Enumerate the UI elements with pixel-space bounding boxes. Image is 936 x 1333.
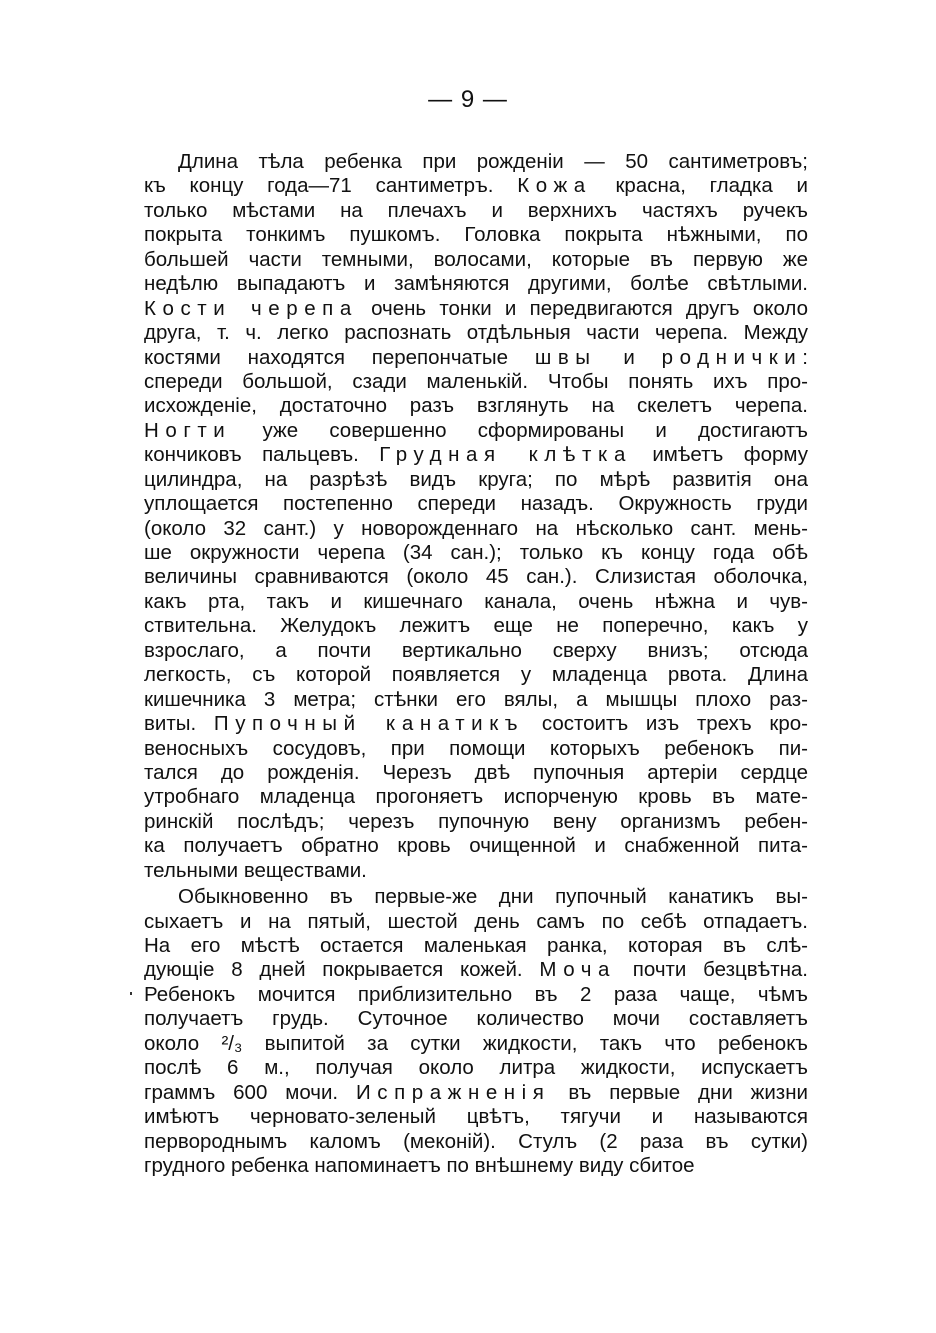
text-line: имѣютъ черновато-зеленый цвѣтъ, тягучи и называются: [144, 1105, 808, 1129]
emphasized-term: Моча: [539, 958, 616, 982]
text-line: первороднымъ каломъ (меконій). Стулъ (2 раза въ сутки): [144, 1129, 808, 1153]
text-line: дующіе 8 дней покрывается кожей. Моча почти безцвѣтна.: [144, 958, 809, 982]
text-line: недѣлю выпадаютъ и замѣняются другими, болѣе свѣтлыми.: [144, 272, 808, 296]
text-line: Ребенокъ мочится приблизительно въ 2 раза чаще, чѣмъ: [144, 982, 808, 1006]
text-line: покрыта тонкимъ пушкомъ. Головка покрыта нѣжными, по: [144, 223, 808, 247]
emphasized-term: Испражненія: [355, 1080, 551, 1104]
body-text: [144, 150, 808, 1178]
text-line: спереди большой, сзади маленькій. Чтобы понять ихъ про-: [144, 369, 808, 393]
text-line: ка получаетъ обратно кровь очищенной и снабженной пита-: [144, 834, 808, 858]
text-line: исхожденіе, достаточно разъ взглянуть на скелетъ черепа.: [144, 394, 808, 418]
text-line: уплощается постепенно спереди назадъ. Окружность груди: [144, 492, 808, 516]
text-line: къ концу года—71 сантиметръ. Кожа красна, гладка и: [144, 174, 808, 198]
text-line: Ногти уже совершенно сформированы и достигаютъ: [144, 418, 808, 442]
text-line: кончиковъ пальцевъ. Грудная клѣтка имѣетъ форму: [144, 443, 808, 467]
text-line: (около 32 сант.) у новорожденнаго на нѣсколько сант. мень-: [144, 516, 808, 540]
text-line: ринскій послѣдъ; черезъ пупочную вену организмъ ребен-: [144, 809, 808, 833]
text-line: Кости черепа очень тонки и передвигаются другъ около: [144, 296, 809, 320]
emphasized-term: роднички: [661, 345, 803, 369]
text-line: веносныхъ сосудовъ, при помощи которыхъ ребенокъ пи-: [144, 736, 808, 760]
text-line: ствительна. Желудокъ лежитъ еще не поперечно, какъ у: [144, 614, 808, 638]
text-line: ше окружности черепа (34 сан.); только къ концу года обѣ: [144, 541, 808, 564]
text-line: граммъ 600 мочи. Испражненія въ первые дни жизни: [144, 1080, 808, 1104]
print-speck: [130, 992, 132, 995]
paragraph: [144, 150, 808, 883]
text-line: утробнаго младенца прогоняетъ испорченую кровь въ мате-: [144, 785, 808, 809]
text-line: цилиндра, на разрѣзѣ видъ круга; по мѣрѣ развитія она: [144, 467, 808, 491]
text-line: какъ рта, такъ и кишечнаго канала, очень нѣжна и чув-: [144, 589, 808, 613]
text-line: костями находятся перепончатые швы и роднички:: [144, 345, 808, 369]
emphasized-term: Пупочный канатикъ: [213, 712, 525, 736]
page-number: — 9 —: [428, 86, 508, 113]
text-line: кишечника 3 метра; стѣнки его вялы, а мышцы плохо раз-: [144, 687, 808, 711]
paragraph: [144, 885, 808, 1178]
text-line: грудного ребенка напоминаетъ по внѣшнему виду сбитое: [144, 1153, 695, 1177]
text-line: тался до рожденія. Черезъ двѣ пупочныя артеріи сердце: [144, 760, 808, 784]
text-line: легкость, съ которой появляется у младенца рвота. Длина: [144, 663, 808, 687]
text-line: тельными веществами.: [144, 858, 367, 882]
emphasized-term: швы: [534, 345, 597, 369]
text-line: величины сравниваются (около 45 сан.). Слизистая оболочка,: [144, 565, 808, 589]
text-line: получаетъ грудь. Суточное количество мочи составляетъ: [144, 1007, 808, 1031]
text-line: виты. Пупочный канатикъ состоитъ изъ трехъ кро-: [144, 712, 809, 736]
text-line: послѣ 6 м., получая около литра жидкости, испускаетъ: [144, 1056, 808, 1080]
emphasized-term: Грудная клѣтка: [379, 443, 632, 467]
emphasized-term: Кожа: [517, 174, 592, 198]
text-line: На его мѣстѣ остается маленькая ранка, которая въ слѣ-: [144, 934, 808, 957]
text-line: только мѣстами на плечахъ и верхнихъ частяхъ ручекъ: [144, 198, 808, 222]
text-line: Обыкновенно въ первые-же дни пупочный канатикъ вы-: [178, 885, 808, 909]
emphasized-term: Кости черепа: [144, 296, 358, 320]
text-line: друга, т. ч. легко распознать отдѣльныя части черепа. Между: [144, 321, 808, 345]
text-line: сыхаетъ и на пятый, шестой день самъ по себѣ отпадаетъ.: [144, 909, 808, 933]
emphasized-term: Ногти: [144, 418, 232, 442]
text-line: Длина тѣла ребенка при рожденіи — 50 сантиметровъ;: [178, 150, 808, 173]
text-line: взрослаго, а почти вертикально сверху внизъ; отсюда: [144, 638, 808, 662]
text-line: большей части темными, волосами, которые въ первую же: [144, 247, 808, 271]
text-line: около ²/₃ выпитой за сутки жидкости, такъ что ребенокъ: [144, 1031, 808, 1055]
